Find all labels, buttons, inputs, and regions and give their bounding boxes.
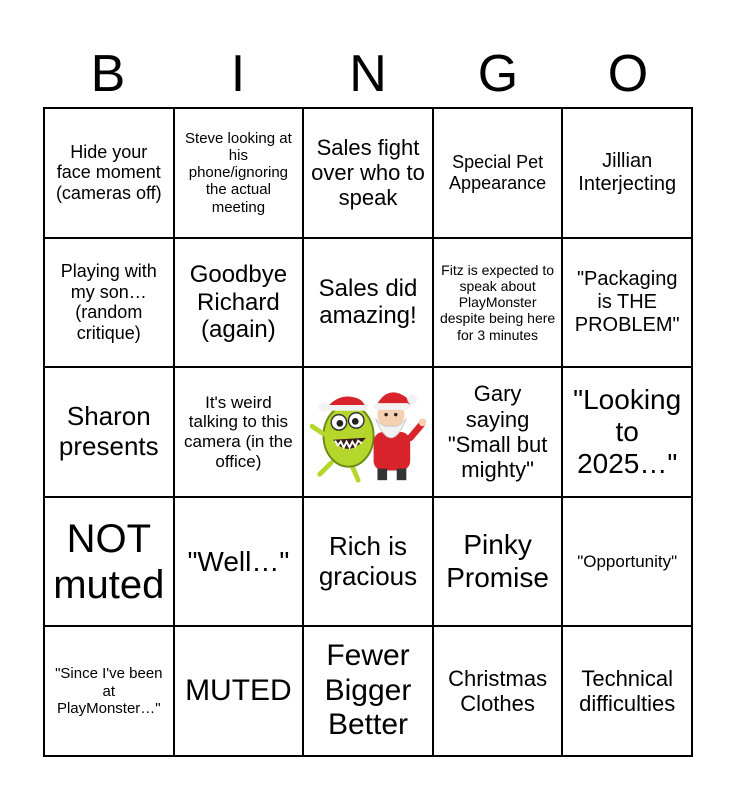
free-space[interactable] <box>303 367 433 497</box>
bingo-cell[interactable]: Technical difficulties <box>562 626 692 756</box>
bingo-cell[interactable]: Special Pet Appearance <box>433 108 563 238</box>
header-letter-g: G <box>477 45 519 103</box>
bingo-header <box>43 40 693 108</box>
header-letter-o: O <box>607 45 649 103</box>
bingo-cell[interactable]: Fitz is expected to speak about PlayMonster despite being here for 3 minutes <box>433 238 563 368</box>
bingo-cell[interactable]: Fewer Bigger Better <box>303 626 433 756</box>
bingo-cell[interactable]: Pinky Promise <box>433 497 563 627</box>
bingo-cell[interactable]: It's weird talking to this camera (in the office) <box>174 367 304 497</box>
green-monster-icon <box>312 396 374 480</box>
bingo-cell[interactable]: Playing with my son… (random critique) <box>44 238 174 368</box>
bingo-grid <box>43 107 693 757</box>
santa-icon <box>374 392 426 480</box>
header-letter-n: N <box>349 45 387 103</box>
monster-and-santa-icon <box>310 372 426 492</box>
bingo-cell[interactable]: MUTED <box>174 626 304 756</box>
bingo-cell[interactable]: "Packaging is THE PROBLEM" <box>562 238 692 368</box>
bingo-cell[interactable]: "Well…" <box>174 497 304 627</box>
bingo-cell[interactable]: Christmas Clothes <box>433 626 563 756</box>
header-letter-b: B <box>90 45 126 103</box>
bingo-cell[interactable]: Sales fight over who to speak <box>303 108 433 238</box>
bingo-cell[interactable]: Jillian Interjecting <box>562 108 692 238</box>
bingo-cell[interactable]: Sharon presents <box>44 367 174 497</box>
bingo-cell[interactable]: "Opportunity" <box>562 497 692 627</box>
bingo-cell[interactable]: Rich is gracious <box>303 497 433 627</box>
bingo-cell[interactable]: Goodbye Richard (again) <box>174 238 304 368</box>
bingo-cell[interactable]: Hide your face moment (cameras off) <box>44 108 174 238</box>
bingo-cell[interactable]: Gary saying "Small but mighty" <box>433 367 563 497</box>
bingo-cell[interactable]: Sales did amazing! <box>303 238 433 368</box>
bingo-cell[interactable]: "Since I've been at PlayMonster…" <box>44 626 174 756</box>
bingo-cell[interactable]: Steve looking at his phone/ignoring the actual meeting <box>174 108 304 238</box>
bingo-cell[interactable]: NOT muted <box>44 497 174 627</box>
bingo-cell[interactable]: "Looking to 2025…" <box>562 367 692 497</box>
header-letter-i: I <box>230 45 246 103</box>
